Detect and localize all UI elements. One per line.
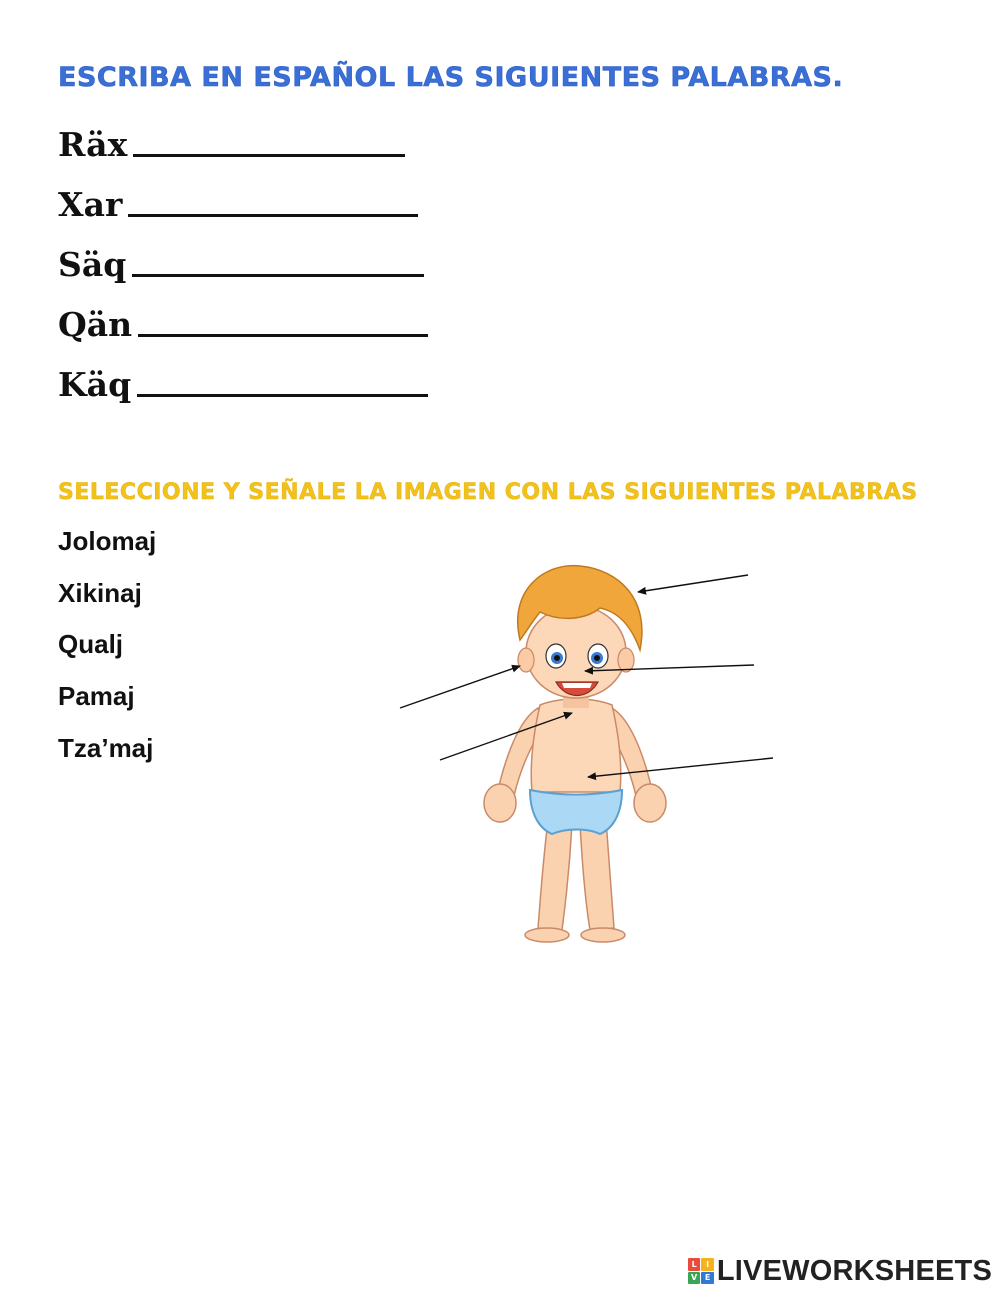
body-word-4[interactable]: Pamaj (58, 681, 135, 711)
liveworksheets-logo (688, 1253, 992, 1289)
word-1: Räx (58, 125, 128, 164)
word-2: Xar (58, 185, 123, 224)
logo-mark-i: I (701, 1258, 714, 1271)
child-figure (484, 566, 666, 942)
body-word-2[interactable]: Xikinaj (58, 578, 142, 608)
word-3: Säq (58, 245, 127, 284)
logo-mark-v: V (688, 1272, 701, 1285)
body-word-5[interactable]: Tza’maj (58, 733, 154, 763)
section-2-title: SELECCIONE Y SEÑALE LA IMAGEN CON LAS SIGUIENTES PALABRAS (58, 480, 918, 505)
logo-mark-l: L (688, 1258, 701, 1271)
word-4: Qän (58, 305, 133, 344)
body-word-3[interactable]: Qualj (58, 629, 124, 659)
body-word-1[interactable]: Jolomaj (58, 526, 157, 556)
logo-mark-e: E (701, 1272, 714, 1285)
logo-mark-icon (688, 1258, 714, 1284)
word-5: Käq (58, 365, 132, 404)
section-1-title: ESCRIBA EN ESPAÑOL LAS SIGUIENTES PALABRAS. (58, 62, 844, 93)
logo-text: LIVEWORKSHEETS (716, 1254, 992, 1287)
